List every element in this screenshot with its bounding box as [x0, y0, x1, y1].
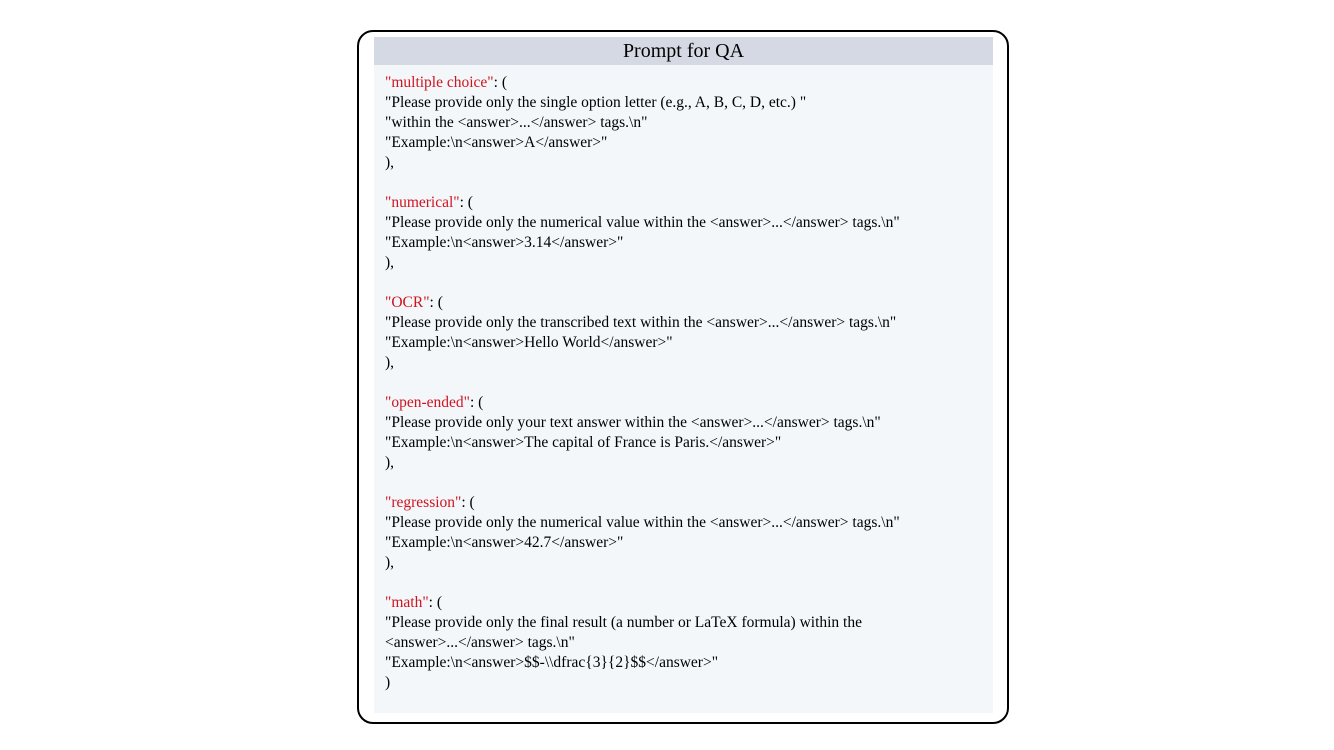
section-key-line	[385, 193, 981, 213]
prompt-line: "Example:\n<answer>3.14</answer>"	[385, 234, 624, 251]
section-open: : (	[461, 494, 475, 511]
prompt-section	[385, 193, 981, 273]
prompt-line: "Please provide only the numerical value within the <answer>...</answer> tags.\n"	[385, 514, 900, 531]
prompt-section	[385, 493, 981, 573]
prompt-line: "Example:\n<answer>$$-\\dfrac{3}{2}$$</answer>"	[385, 654, 719, 671]
prompt-body	[374, 65, 993, 713]
prompt-line: "Please provide only the transcribed text within the <answer>...</answer> tags.\n"	[385, 314, 897, 331]
section-key: "open-ended"	[385, 394, 470, 411]
prompt-line: "Example:\n<answer>A</answer>"	[385, 134, 608, 151]
prompt-section	[385, 293, 981, 373]
section-key-line	[385, 293, 981, 313]
section-open: : (	[428, 594, 442, 611]
section-close: ),	[385, 554, 395, 571]
section-open: : (	[429, 294, 443, 311]
section-key-line	[385, 593, 981, 613]
prompt-section	[385, 73, 981, 173]
prompt-line: "Example:\n<answer>42.7</answer>"	[385, 534, 624, 551]
section-key-line	[385, 493, 981, 513]
prompt-line: "Please provide only the numerical value within the <answer>...</answer> tags.\n"	[385, 214, 900, 231]
prompt-line: "Example:\n<answer>Hello World</answer>"	[385, 334, 673, 351]
prompt-panel	[357, 30, 1009, 724]
section-close: ),	[385, 454, 395, 471]
section-key-line	[385, 73, 981, 93]
section-key: "OCR"	[385, 294, 430, 311]
section-close: ),	[385, 154, 395, 171]
section-key: "math"	[385, 594, 429, 611]
prompt-section	[385, 393, 981, 473]
section-open: : (	[469, 394, 484, 411]
prompt-line: "within the <answer>...</answer> tags.\n"	[385, 114, 648, 131]
panel-title: Prompt for QA	[374, 37, 993, 65]
section-close: )	[385, 674, 391, 691]
prompt-line: <answer>...</answer> tags.\n"	[385, 634, 575, 651]
prompt-line: "Example:\n<answer>The capital of France is Paris.</answer>"	[385, 434, 782, 451]
section-open: : (	[459, 194, 473, 211]
prompt-line: "Please provide only the single option letter (e.g., A, B, C, D, etc.) "	[385, 94, 807, 111]
section-close: ),	[385, 354, 395, 371]
section-open: : (	[493, 74, 507, 91]
section-key: "multiple choice"	[385, 74, 494, 91]
section-close: ),	[385, 254, 395, 271]
prompt-line: "Please provide only your text answer within the <answer>...</answer> tags.\n"	[385, 414, 881, 431]
section-key: "regression"	[385, 494, 462, 511]
prompt-line: "Please provide only the final result (a number or LaTeX formula) within the	[385, 614, 862, 631]
prompt-section	[385, 593, 981, 693]
section-key-line	[385, 393, 981, 413]
section-key: "numerical"	[385, 194, 460, 211]
